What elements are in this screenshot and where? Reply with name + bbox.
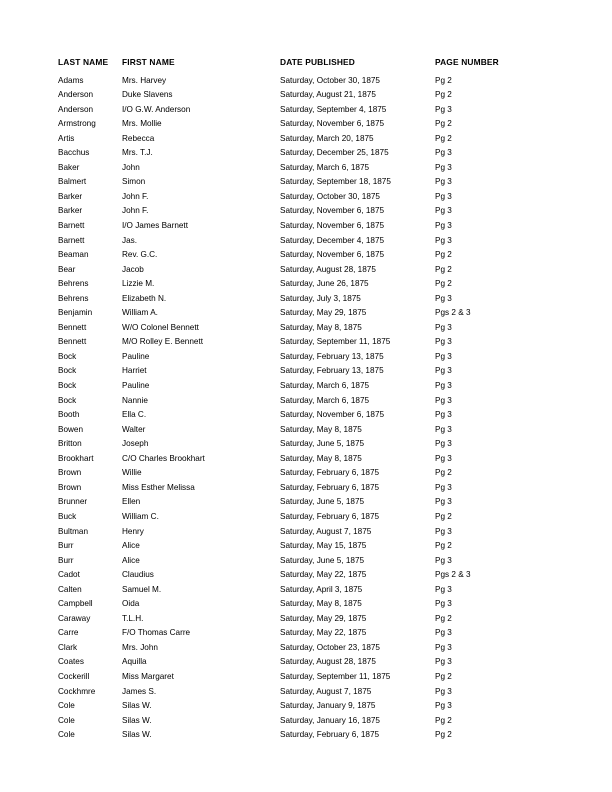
table-row xyxy=(58,481,562,496)
cell-page-number: Pg 2 xyxy=(435,715,452,725)
cell-page-number: Pg 3 xyxy=(435,686,452,696)
cell-page-number: Pg 3 xyxy=(435,628,452,638)
table-row xyxy=(58,583,562,598)
table-row xyxy=(58,655,562,670)
table-row xyxy=(58,728,562,743)
cell-first-name: Ella C. xyxy=(122,410,147,420)
cell-date-published: Saturday, April 3, 1875 xyxy=(280,584,363,594)
table-row xyxy=(58,161,562,176)
table-row xyxy=(58,539,562,554)
cell-date-published: Saturday, May 8, 1875 xyxy=(280,599,362,609)
cell-first-name: Rebecca xyxy=(122,133,155,143)
cell-last-name: Barnett xyxy=(58,221,85,231)
table-header xyxy=(58,55,562,74)
cell-last-name: Bear xyxy=(58,264,76,274)
cell-first-name: W/O Colonel Bennett xyxy=(122,322,199,332)
cell-first-name: William A. xyxy=(122,308,158,318)
cell-date-published: Saturday, February 6, 1875 xyxy=(280,468,380,478)
table-row xyxy=(58,321,562,336)
cell-first-name: Oida xyxy=(122,599,140,609)
cell-first-name: James S. xyxy=(122,686,157,696)
cell-page-number: Pg 3 xyxy=(435,424,452,434)
cell-first-name: Lizzie M. xyxy=(122,279,155,289)
cell-first-name: F/O Thomas Carre xyxy=(122,628,191,638)
cell-first-name: Nannie xyxy=(122,395,148,405)
cell-first-name: Mrs. John xyxy=(122,642,158,652)
cell-page-number: Pg 3 xyxy=(435,293,452,303)
cell-first-name: Ellen xyxy=(122,497,141,507)
cell-date-published: Saturday, February 6, 1875 xyxy=(280,511,380,521)
cell-date-published: Saturday, June 5, 1875 xyxy=(280,439,365,449)
table-row xyxy=(58,437,562,452)
cell-date-published: Saturday, December 4, 1875 xyxy=(280,235,385,245)
cell-last-name: Bock xyxy=(58,395,77,405)
cell-last-name: Coates xyxy=(58,657,84,667)
cell-first-name: Aquilla xyxy=(122,657,147,667)
table-row xyxy=(58,510,562,525)
cell-last-name: Brown xyxy=(58,482,82,492)
cell-last-name: Calten xyxy=(58,584,82,594)
cell-first-name: Silas W. xyxy=(122,701,152,711)
table-row xyxy=(58,306,562,321)
cell-last-name: Bennett xyxy=(58,337,87,347)
table-row xyxy=(58,234,562,249)
cell-date-published: Saturday, November 6, 1875 xyxy=(280,221,385,231)
cell-date-published: Saturday, September 18, 1875 xyxy=(280,177,391,187)
cell-last-name: Bacchus xyxy=(58,148,90,158)
table-row xyxy=(58,292,562,307)
cell-page-number: Pg 3 xyxy=(435,337,452,347)
cell-first-name: Miss Esther Melissa xyxy=(122,482,195,492)
cell-last-name: Anderson xyxy=(58,90,94,100)
table-row xyxy=(58,175,562,190)
cell-date-published: Saturday, February 6, 1875 xyxy=(280,482,380,492)
cell-first-name: T.L.H. xyxy=(122,613,144,623)
table-row xyxy=(58,74,562,89)
cell-first-name: Mrs. T.J. xyxy=(122,148,153,158)
cell-page-number: Pg 3 xyxy=(435,701,452,711)
table-row xyxy=(58,699,562,714)
table-row xyxy=(58,626,562,641)
cell-last-name: Caraway xyxy=(58,613,91,623)
cell-page-number: Pg 3 xyxy=(435,482,452,492)
cell-last-name: Cole xyxy=(58,701,75,711)
cell-last-name: Beaman xyxy=(58,250,89,260)
cell-first-name: C/O Charles Brookhart xyxy=(122,453,205,463)
cell-page-number: Pg 3 xyxy=(435,584,452,594)
cell-date-published: Saturday, August 28, 1875 xyxy=(280,264,376,274)
cell-page-number: Pg 3 xyxy=(435,599,452,609)
cell-first-name: I/O G.W. Anderson xyxy=(122,104,191,114)
cell-last-name: Bowen xyxy=(58,424,84,434)
cell-last-name: Bock xyxy=(58,381,77,391)
table-row xyxy=(58,277,562,292)
cell-first-name: Mrs. Mollie xyxy=(122,119,162,129)
cell-page-number: Pg 3 xyxy=(435,221,452,231)
cell-first-name: Silas W. xyxy=(122,730,152,740)
cell-page-number: Pg 3 xyxy=(435,526,452,536)
cell-page-number: Pgs 2 & 3 xyxy=(435,308,471,318)
cell-date-published: Saturday, February 6, 1875 xyxy=(280,730,380,740)
table-row xyxy=(58,423,562,438)
cell-last-name: Benjamin xyxy=(58,308,93,318)
table-row xyxy=(58,350,562,365)
cell-last-name: Brown xyxy=(58,468,82,478)
cell-last-name: Balmert xyxy=(58,177,87,187)
cell-page-number: Pg 2 xyxy=(435,541,452,551)
cell-first-name: Walter xyxy=(122,424,146,434)
cell-last-name: Barker xyxy=(58,206,83,216)
cell-last-name: Cockerill xyxy=(58,671,90,681)
cell-page-number: Pg 3 xyxy=(435,366,452,376)
cell-page-number: Pg 2 xyxy=(435,279,452,289)
cell-last-name: Artis xyxy=(58,133,75,143)
table-row xyxy=(58,525,562,540)
cell-last-name: Cadot xyxy=(58,570,80,580)
cell-last-name: Armstrong xyxy=(58,119,96,129)
table-body xyxy=(58,74,562,743)
cell-page-number: Pg 3 xyxy=(435,497,452,507)
table-row xyxy=(58,597,562,612)
cell-page-number: Pg 3 xyxy=(435,351,452,361)
cell-first-name: Willie xyxy=(122,468,142,478)
cell-last-name: Adams xyxy=(58,75,84,85)
table-row xyxy=(58,466,562,481)
cell-date-published: Saturday, February 13, 1875 xyxy=(280,366,384,376)
table-row xyxy=(58,103,562,118)
table-row xyxy=(58,685,562,700)
cell-last-name: Behrens xyxy=(58,293,89,303)
cell-date-published: Saturday, June 5, 1875 xyxy=(280,497,365,507)
cell-page-number: Pg 3 xyxy=(435,162,452,172)
cell-date-published: Saturday, May 29, 1875 xyxy=(280,613,367,623)
table-row xyxy=(58,263,562,278)
cell-date-published: Saturday, September 11, 1875 xyxy=(280,671,391,681)
cell-first-name: John F. xyxy=(122,206,149,216)
cell-first-name: Alice xyxy=(122,541,140,551)
table-row xyxy=(58,379,562,394)
cell-first-name: Duke Slavens xyxy=(122,90,173,100)
table-header-row xyxy=(58,55,562,74)
column-header-page-number: PAGE NUMBER xyxy=(435,57,499,67)
cell-date-published: Saturday, December 25, 1875 xyxy=(280,148,389,158)
cell-first-name: Henry xyxy=(122,526,144,536)
cell-page-number: Pg 2 xyxy=(435,730,452,740)
cell-page-number: Pg 2 xyxy=(435,613,452,623)
cell-date-published: Saturday, May 8, 1875 xyxy=(280,453,362,463)
cell-page-number: Pg 2 xyxy=(435,511,452,521)
cell-date-published: Saturday, May 29, 1875 xyxy=(280,308,367,318)
cell-last-name: Bennett xyxy=(58,322,87,332)
cell-last-name: Brookhart xyxy=(58,453,94,463)
cell-last-name: Anderson xyxy=(58,104,94,114)
cell-first-name: Silas W. xyxy=(122,715,152,725)
cell-page-number: Pg 3 xyxy=(435,642,452,652)
cell-first-name: Elizabeth N. xyxy=(122,293,167,303)
cell-page-number: Pg 2 xyxy=(435,250,452,260)
cell-last-name: Britton xyxy=(58,439,82,449)
cell-last-name: Baker xyxy=(58,162,80,172)
cell-date-published: Saturday, June 26, 1875 xyxy=(280,279,369,289)
table-row xyxy=(58,219,562,234)
table-row xyxy=(58,204,562,219)
cell-page-number: Pg 3 xyxy=(435,439,452,449)
cell-page-number: Pg 2 xyxy=(435,671,452,681)
table-row xyxy=(58,452,562,467)
table-row xyxy=(58,408,562,423)
cell-date-published: Saturday, May 22, 1875 xyxy=(280,628,367,638)
cell-date-published: Saturday, May 22, 1875 xyxy=(280,570,367,580)
column-header-date-published: DATE PUBLISHED xyxy=(280,57,355,67)
cell-date-published: Saturday, October 23, 1875 xyxy=(280,642,380,652)
cell-date-published: Saturday, May 15, 1875 xyxy=(280,541,367,551)
cell-first-name: John F. xyxy=(122,191,149,201)
table-row xyxy=(58,612,562,627)
cell-first-name: Alice xyxy=(122,555,140,565)
cell-last-name: Cockhmre xyxy=(58,686,96,696)
cell-last-name: Behrens xyxy=(58,279,89,289)
table-row xyxy=(58,554,562,569)
cell-page-number: Pg 3 xyxy=(435,177,452,187)
table-row xyxy=(58,335,562,350)
cell-date-published: Saturday, May 8, 1875 xyxy=(280,424,362,434)
table-row xyxy=(58,641,562,656)
cell-first-name: Pauline xyxy=(122,381,150,391)
cell-page-number: Pg 3 xyxy=(435,206,452,216)
cell-last-name: Brunner xyxy=(58,497,88,507)
table-row xyxy=(58,132,562,147)
cell-last-name: Buck xyxy=(58,511,77,521)
cell-page-number: Pg 2 xyxy=(435,468,452,478)
cell-first-name: Harriet xyxy=(122,366,147,376)
cell-last-name: Barnett xyxy=(58,235,85,245)
cell-date-published: Saturday, September 4, 1875 xyxy=(280,104,387,114)
cell-first-name: Jacob xyxy=(122,264,144,274)
cell-date-published: Saturday, February 13, 1875 xyxy=(280,351,384,361)
cell-first-name: Mrs. Harvey xyxy=(122,75,167,85)
cell-date-published: Saturday, September 11, 1875 xyxy=(280,337,391,347)
cell-date-published: Saturday, November 6, 1875 xyxy=(280,206,385,216)
cell-date-published: Saturday, May 8, 1875 xyxy=(280,322,362,332)
cell-page-number: Pg 3 xyxy=(435,235,452,245)
cell-first-name: Jas. xyxy=(122,235,138,245)
cell-first-name: Samuel M. xyxy=(122,584,162,594)
cell-date-published: Saturday, November 6, 1875 xyxy=(280,119,385,129)
cell-first-name: Rev. G.C. xyxy=(122,250,158,260)
cell-date-published: Saturday, July 3, 1875 xyxy=(280,293,361,303)
cell-last-name: Barker xyxy=(58,191,83,201)
cell-last-name: Bock xyxy=(58,366,77,376)
cell-date-published: Saturday, October 30, 1875 xyxy=(280,75,380,85)
cell-first-name: Joseph xyxy=(122,439,149,449)
cell-page-number: Pg 3 xyxy=(435,322,452,332)
cell-first-name: Simon xyxy=(122,177,146,187)
cell-last-name: Carre xyxy=(58,628,79,638)
cell-page-number: Pgs 2 & 3 xyxy=(435,570,471,580)
cell-page-number: Pg 3 xyxy=(435,381,452,391)
table-row xyxy=(58,568,562,583)
cell-page-number: Pg 3 xyxy=(435,104,452,114)
cell-date-published: Saturday, January 16, 1875 xyxy=(280,715,380,725)
cell-last-name: Cole xyxy=(58,730,75,740)
cell-page-number: Pg 3 xyxy=(435,555,452,565)
cell-date-published: Saturday, March 6, 1875 xyxy=(280,381,370,391)
cell-page-number: Pg 2 xyxy=(435,90,452,100)
table-row xyxy=(58,670,562,685)
cell-date-published: Saturday, August 28, 1875 xyxy=(280,657,376,667)
cell-first-name: John xyxy=(122,162,140,172)
table-row xyxy=(58,394,562,409)
cell-date-published: Saturday, June 5, 1875 xyxy=(280,555,365,565)
cell-page-number: Pg 3 xyxy=(435,453,452,463)
cell-page-number: Pg 3 xyxy=(435,410,452,420)
cell-last-name: Burr xyxy=(58,541,74,551)
cell-first-name: M/O Rolley E. Bennett xyxy=(122,337,203,347)
cell-page-number: Pg 3 xyxy=(435,395,452,405)
cell-first-name: Claudius xyxy=(122,570,154,580)
column-header-last-name: LAST NAME xyxy=(58,57,109,67)
cell-page-number: Pg 2 xyxy=(435,133,452,143)
cell-first-name: I/O James Barnett xyxy=(122,221,188,231)
table-row xyxy=(58,364,562,379)
cell-last-name: Clark xyxy=(58,642,78,652)
cell-date-published: Saturday, August 7, 1875 xyxy=(280,526,372,536)
cell-page-number: Pg 2 xyxy=(435,264,452,274)
obituary-index-table xyxy=(58,55,562,743)
cell-date-published: Saturday, January 9, 1875 xyxy=(280,701,376,711)
table-row xyxy=(58,88,562,103)
cell-last-name: Burr xyxy=(58,555,74,565)
table-row xyxy=(58,117,562,132)
cell-first-name: Pauline xyxy=(122,351,150,361)
cell-last-name: Cole xyxy=(58,715,75,725)
cell-date-published: Saturday, November 6, 1875 xyxy=(280,250,385,260)
cell-last-name: Campbell xyxy=(58,599,93,609)
cell-page-number: Pg 3 xyxy=(435,148,452,158)
table-row xyxy=(58,248,562,263)
column-header-first-name: FIRST NAME xyxy=(122,57,175,67)
cell-date-published: Saturday, November 6, 1875 xyxy=(280,410,385,420)
cell-page-number: Pg 2 xyxy=(435,75,452,85)
cell-date-published: Saturday, March 6, 1875 xyxy=(280,162,370,172)
cell-page-number: Pg 3 xyxy=(435,657,452,667)
cell-first-name: Miss Margaret xyxy=(122,671,174,681)
table-row xyxy=(58,190,562,205)
cell-date-published: Saturday, March 6, 1875 xyxy=(280,395,370,405)
cell-date-published: Saturday, March 20, 1875 xyxy=(280,133,374,143)
cell-date-published: Saturday, August 7, 1875 xyxy=(280,686,372,696)
cell-last-name: Bultman xyxy=(58,526,89,536)
cell-page-number: Pg 2 xyxy=(435,119,452,129)
cell-first-name: William C. xyxy=(122,511,159,521)
cell-last-name: Bock xyxy=(58,351,77,361)
cell-page-number: Pg 3 xyxy=(435,191,452,201)
table-row xyxy=(58,714,562,729)
cell-date-published: Saturday, August 21, 1875 xyxy=(280,90,376,100)
cell-last-name: Booth xyxy=(58,410,80,420)
cell-date-published: Saturday, October 30, 1875 xyxy=(280,191,380,201)
table-row xyxy=(58,495,562,510)
table-row xyxy=(58,146,562,161)
